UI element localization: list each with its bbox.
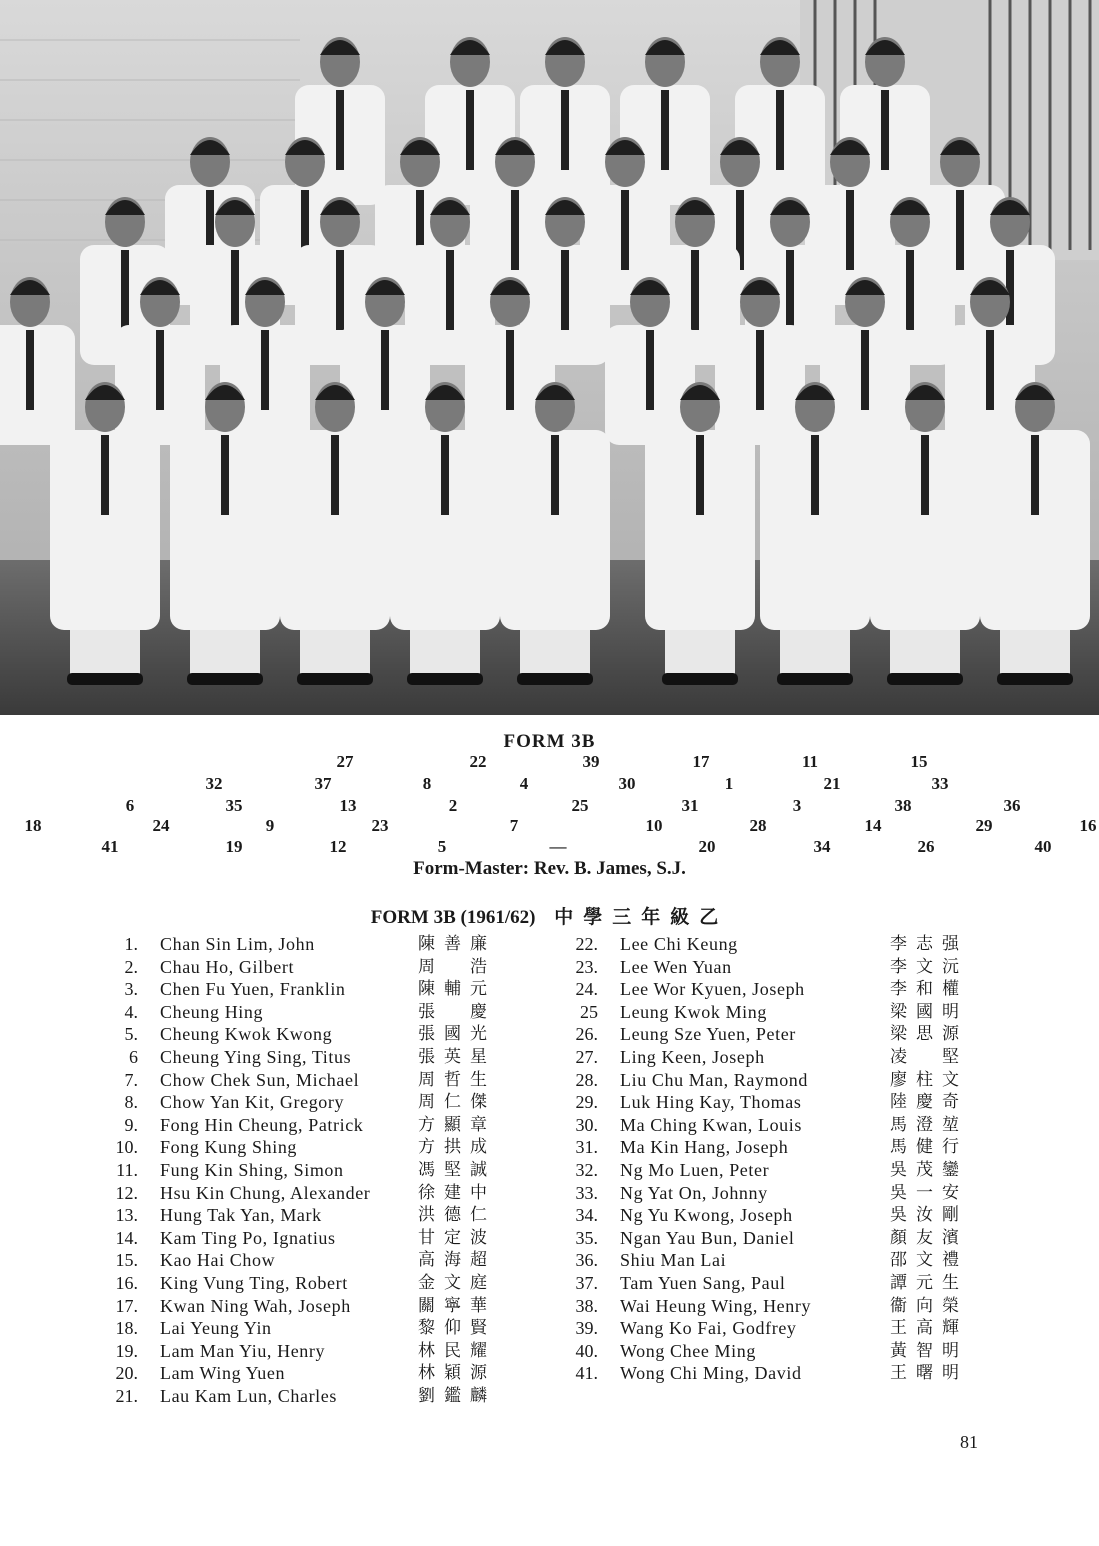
roster-entry xyxy=(568,1001,998,1024)
roster-number: 34. xyxy=(575,1205,598,1226)
roster-entry xyxy=(568,956,998,979)
student-chinese-name: 李志强 xyxy=(890,934,968,954)
student-chinese-name: 顏友濱 xyxy=(890,1227,968,1248)
roster-number: 16. xyxy=(115,1272,138,1293)
student-name: Cheung Ying Sing, Titus xyxy=(160,1046,352,1067)
student-chinese-name: 李文沅 xyxy=(890,956,968,977)
student-name: Cheung Kwok Kwong xyxy=(160,1024,333,1045)
key-number: 40 xyxy=(1034,837,1052,856)
roster-entry xyxy=(108,978,538,1001)
roster-number: 15. xyxy=(115,1250,138,1271)
key-number: 7 xyxy=(509,816,519,835)
key-number: 25 xyxy=(571,796,589,815)
student-name: Lam Wing Yuen xyxy=(160,1363,286,1384)
student-name: Ma Kin Hang, Joseph xyxy=(620,1137,789,1158)
roster-entry xyxy=(568,978,998,1001)
student-tie xyxy=(331,435,339,515)
key-number: 3 xyxy=(792,796,802,815)
student-tie xyxy=(811,435,819,515)
key-number: 33 xyxy=(931,774,949,793)
student-tie xyxy=(906,250,914,330)
student-chinese-name: 關寧華 xyxy=(418,1295,496,1316)
roster-number: 10. xyxy=(115,1137,138,1158)
student-tie xyxy=(921,435,929,515)
roster-entry xyxy=(108,1272,538,1295)
roster-number: 17. xyxy=(115,1295,138,1316)
student-shoes xyxy=(407,673,483,685)
roster-heading-text: FORM 3B (1961/62) xyxy=(370,907,536,928)
roster-number: 18. xyxy=(115,1318,138,1339)
student-tie xyxy=(121,250,129,330)
roster-entry xyxy=(568,1362,998,1385)
roster-entry xyxy=(108,1046,538,1069)
roster-entry xyxy=(568,1136,998,1159)
roster-entry xyxy=(568,1159,998,1182)
roster-number: 13. xyxy=(115,1205,138,1226)
key-number: 15 xyxy=(910,752,928,771)
student-legs xyxy=(890,630,960,675)
roster-number: 5. xyxy=(124,1024,138,1045)
student-legs xyxy=(1000,630,1070,675)
student-chinese-name: 王高輝 xyxy=(890,1318,968,1339)
student-shoes xyxy=(297,673,373,685)
student-chinese-name: 周仁傑 xyxy=(418,1092,496,1113)
student-chinese-name: 凌 堅 xyxy=(890,1046,968,1067)
roster-entry xyxy=(568,1023,998,1046)
student-legs xyxy=(190,630,260,675)
student-name: Wong Chi Ming, David xyxy=(620,1363,802,1384)
student-name: Wang Ko Fai, Godfrey xyxy=(620,1318,797,1339)
roster-entry xyxy=(108,1023,538,1046)
student-tie xyxy=(511,190,519,270)
student-chinese-name: 吳汝剛 xyxy=(890,1205,968,1226)
roster-entry xyxy=(568,1046,998,1069)
student-name: Fong Hin Cheung, Patrick xyxy=(160,1114,364,1135)
student-tie xyxy=(861,330,869,410)
roster-number: 36. xyxy=(575,1250,598,1271)
student-name: Lam Man Yiu, Henry xyxy=(160,1340,326,1361)
roster-entry xyxy=(108,1249,538,1272)
roster-number: 8. xyxy=(124,1092,138,1113)
student-tie xyxy=(1031,435,1039,515)
student-name: Leung Sze Yuen, Peter xyxy=(620,1024,796,1045)
key-number: 12 xyxy=(329,837,347,856)
key-number: 17 xyxy=(692,752,710,771)
roster-entry xyxy=(108,1227,538,1250)
student-legs xyxy=(410,630,480,675)
student-chinese-name: 黃智明 xyxy=(890,1340,968,1361)
student-chinese-name: 黎仰賢 xyxy=(418,1318,496,1339)
roster-entry xyxy=(108,1001,538,1024)
student-chinese-name: 梁國明 xyxy=(890,1001,968,1022)
student-chinese-name: 馮堅誠 xyxy=(418,1159,496,1180)
key-number: — xyxy=(549,837,567,856)
roster-entry xyxy=(568,1295,998,1318)
student-name: Hsu Kin Chung, Alexander xyxy=(160,1182,371,1203)
student-tie xyxy=(786,250,794,330)
student-chinese-name: 邵文禮 xyxy=(890,1250,968,1271)
roster-number: 12. xyxy=(115,1182,138,1203)
roster-entry xyxy=(108,933,538,956)
class-photograph-drawing xyxy=(0,0,1099,715)
student-name: King Vung Ting, Robert xyxy=(160,1272,348,1293)
roster-entry xyxy=(568,1272,998,1295)
student-shoes xyxy=(517,673,593,685)
key-number: 37 xyxy=(314,774,332,793)
student-chinese-name: 馬健行 xyxy=(890,1137,968,1158)
student-name: Kao Hai Chow xyxy=(160,1250,276,1271)
student-name: Kam Ting Po, Ignatius xyxy=(160,1227,336,1248)
key-number: 26 xyxy=(917,837,935,856)
roster-number: 23. xyxy=(575,956,598,977)
roster-number: 29. xyxy=(575,1092,598,1113)
student-name: Lee Wor Kyuen, Joseph xyxy=(620,979,805,1000)
student-chinese-name: 林民耀 xyxy=(418,1340,496,1361)
page-number: 81 xyxy=(960,1432,978,1452)
roster-number: 7. xyxy=(124,1069,138,1090)
student-tie xyxy=(561,90,569,170)
student-tie xyxy=(756,330,764,410)
student-name: Ma Ching Kwan, Louis xyxy=(620,1114,802,1135)
student-tie xyxy=(336,90,344,170)
roster-entry xyxy=(108,1069,538,1092)
student-shoes xyxy=(777,673,853,685)
student-legs xyxy=(300,630,370,675)
student-tie xyxy=(506,330,514,410)
roster-number: 38. xyxy=(575,1295,598,1316)
student-tie xyxy=(986,330,994,410)
key-number: 9 xyxy=(265,816,275,835)
student-name: Wai Heung Wing, Henry xyxy=(620,1295,812,1316)
student-chinese-name: 王曙明 xyxy=(890,1363,968,1384)
roster-number: 40. xyxy=(575,1340,598,1361)
roster-number: 3. xyxy=(124,979,138,1000)
roster-entry xyxy=(568,1340,998,1363)
roster-heading xyxy=(0,902,1099,929)
student-tie xyxy=(26,330,34,410)
student-name: Chau Ho, Gilbert xyxy=(160,956,295,977)
roster-number: 41. xyxy=(575,1363,598,1384)
key-number: 32 xyxy=(205,774,223,793)
roster-number: 22. xyxy=(575,934,598,954)
roster-number: 28. xyxy=(575,1069,598,1090)
key-number: 23 xyxy=(371,816,389,835)
student-name: Luk Hing Kay, Thomas xyxy=(620,1092,802,1113)
student-legs xyxy=(70,630,140,675)
key-number: 21 xyxy=(823,774,841,793)
roster-entry xyxy=(108,1114,538,1137)
student-chinese-name: 金文庭 xyxy=(418,1272,496,1293)
roster-number: 19. xyxy=(115,1340,138,1361)
roster-number: 9. xyxy=(124,1114,138,1135)
student-chinese-name: 張英星 xyxy=(418,1046,496,1067)
student-tie xyxy=(561,250,569,330)
student-figure xyxy=(0,325,75,445)
student-chinese-name: 洪德仁 xyxy=(418,1205,496,1226)
key-number: 20 xyxy=(698,837,716,856)
student-name: Leung Kwok Ming xyxy=(620,1001,767,1022)
roster-number: 11. xyxy=(116,1159,138,1180)
key-number: 27 xyxy=(336,752,354,771)
key-number: 18 xyxy=(24,816,42,835)
roster-number: 39. xyxy=(575,1318,598,1339)
roster-column-right xyxy=(568,933,998,1385)
student-tie xyxy=(156,330,164,410)
roster-entry xyxy=(568,933,998,956)
student-name: Chow Yan Kit, Gregory xyxy=(160,1092,345,1113)
student-chinese-name: 衞向榮 xyxy=(890,1295,968,1316)
student-shoes xyxy=(662,673,738,685)
student-tie xyxy=(336,250,344,330)
key-number: 30 xyxy=(618,774,636,793)
student-tie xyxy=(621,190,629,270)
roster-number: 20. xyxy=(115,1363,138,1384)
roster-number: 35. xyxy=(575,1227,598,1248)
student-tie xyxy=(661,90,669,170)
student-tie xyxy=(776,90,784,170)
student-chinese-name: 譚元生 xyxy=(890,1272,968,1293)
key-number: 16 xyxy=(1079,816,1097,835)
key-number: 31 xyxy=(681,796,699,815)
student-chinese-name: 劉鑑麟 xyxy=(418,1385,496,1406)
student-name: Ng Yu Kwong, Joseph xyxy=(620,1205,793,1226)
student-tie xyxy=(696,435,704,515)
student-shoes xyxy=(887,673,963,685)
student-chinese-name: 梁思源 xyxy=(890,1024,968,1045)
key-number: 8 xyxy=(422,774,432,793)
student-chinese-name: 甘定波 xyxy=(418,1227,496,1248)
roster-number: 31. xyxy=(575,1137,598,1158)
roster-entry xyxy=(108,1159,538,1182)
student-chinese-name: 陸慶奇 xyxy=(890,1092,968,1113)
student-tie xyxy=(381,330,389,410)
student-chinese-name: 吳茂鑾 xyxy=(890,1159,968,1180)
key-number: 1 xyxy=(724,774,734,793)
key-number: 39 xyxy=(582,752,600,771)
student-legs xyxy=(520,630,590,675)
student-chinese-name: 張國光 xyxy=(418,1024,496,1045)
student-chinese-name: 廖柱文 xyxy=(890,1069,968,1090)
roster-entry xyxy=(108,1204,538,1227)
key-number: 10 xyxy=(645,816,663,835)
student-shoes xyxy=(997,673,1073,685)
roster-number: 24. xyxy=(575,979,598,1000)
student-tie xyxy=(646,330,654,410)
key-number: 13 xyxy=(339,796,357,815)
key-number: 34 xyxy=(813,837,831,856)
roster-entry xyxy=(108,1295,538,1318)
roster-entry xyxy=(108,1317,538,1340)
roster-entry xyxy=(568,1317,998,1340)
key-number: 11 xyxy=(801,752,819,771)
roster-entry xyxy=(568,1182,998,1205)
roster-number: 33. xyxy=(575,1182,598,1203)
roster-entry xyxy=(108,1091,538,1114)
roster-entry xyxy=(568,1114,998,1137)
student-name: Lee Chi Keung xyxy=(620,934,738,954)
roster-entry xyxy=(568,1249,998,1272)
key-number: 24 xyxy=(152,816,170,835)
roster-entry xyxy=(108,1340,538,1363)
student-name: Wong Chee Ming xyxy=(620,1340,756,1361)
student-chinese-name: 馬澄堃 xyxy=(890,1114,968,1135)
key-number: 2 xyxy=(448,796,458,815)
student-name: Hung Tak Yan, Mark xyxy=(160,1205,322,1226)
key-number: 19 xyxy=(225,837,243,856)
student-chinese-name: 周 浩 xyxy=(418,956,496,977)
student-name: Ngan Yau Bun, Daniel xyxy=(620,1227,795,1248)
key-number: 41 xyxy=(101,837,119,856)
roster-entry xyxy=(568,1227,998,1250)
student-name: Fung Kin Shing, Simon xyxy=(160,1159,344,1180)
student-name: Ng Mo Luen, Peter xyxy=(620,1159,770,1180)
student-name: Fong Kung Shing xyxy=(160,1137,298,1158)
roster-number: 21. xyxy=(115,1385,138,1406)
student-chinese-name: 方拱成 xyxy=(418,1137,496,1158)
student-tie xyxy=(551,435,559,515)
student-name: Ling Keen, Joseph xyxy=(620,1046,765,1067)
roster-entry xyxy=(108,1182,538,1205)
student-name: Chow Chek Sun, Michael xyxy=(160,1069,360,1090)
student-chinese-name: 周哲生 xyxy=(418,1069,496,1090)
student-name: Lee Wen Yuan xyxy=(620,956,732,977)
roster-number: 2. xyxy=(124,956,138,977)
student-name: Ng Yat On, Johnny xyxy=(620,1182,768,1203)
roster-entry xyxy=(568,1091,998,1114)
student-tie xyxy=(956,190,964,270)
student-name: Chen Fu Yuen, Franklin xyxy=(160,979,346,1000)
student-name: Tam Yuen Sang, Paul xyxy=(620,1272,786,1293)
roster-entry xyxy=(108,1385,538,1408)
student-chinese-name: 吳一安 xyxy=(890,1182,968,1203)
student-name: Chan Sin Lim, John xyxy=(160,934,315,954)
key-number: 38 xyxy=(894,796,912,815)
student-tie xyxy=(881,90,889,170)
student-chinese-name: 徐建中 xyxy=(418,1182,496,1203)
roster-heading-chinese: 中學三年級乙 xyxy=(554,907,729,928)
roster-entry xyxy=(108,1136,538,1159)
roster-number: 4. xyxy=(124,1001,138,1022)
student-tie xyxy=(691,250,699,330)
student-legs xyxy=(665,630,735,675)
roster-number: 26. xyxy=(575,1024,598,1045)
form-title: FORM 3B xyxy=(503,731,596,752)
student-chinese-name: 高海超 xyxy=(418,1250,496,1271)
key-number: 36 xyxy=(1003,796,1021,815)
key-number: 4 xyxy=(519,774,529,793)
key-number: 29 xyxy=(975,816,993,835)
student-name: Lai Yeung Yin xyxy=(160,1318,272,1339)
student-tie xyxy=(261,330,269,410)
roster-number: 32. xyxy=(575,1159,598,1180)
student-chinese-name: 陳善廉 xyxy=(418,934,496,954)
key-number: 5 xyxy=(437,837,447,856)
key-number: 35 xyxy=(225,796,243,815)
key-number: 22 xyxy=(469,752,487,771)
roster-number: 6 xyxy=(129,1046,138,1067)
roster-entry xyxy=(108,956,538,979)
roster-number: 25 xyxy=(580,1001,598,1022)
class-photograph xyxy=(0,0,1099,715)
student-tie xyxy=(466,90,474,170)
key-number: 6 xyxy=(125,796,135,815)
roster-entry xyxy=(568,1069,998,1092)
student-shoes xyxy=(187,673,263,685)
roster-number: 1. xyxy=(124,934,138,954)
student-tie xyxy=(221,435,229,515)
student-name: Cheung Hing xyxy=(160,1001,264,1022)
roster-number: 14. xyxy=(115,1227,138,1248)
roster-entry xyxy=(108,1362,538,1385)
student-chinese-name: 陳輔元 xyxy=(418,979,496,1000)
student-legs xyxy=(780,630,850,675)
student-tie xyxy=(846,190,854,270)
student-tie xyxy=(441,435,449,515)
roster-number: 30. xyxy=(575,1114,598,1135)
roster-number: 37. xyxy=(575,1272,598,1293)
key-number: 14 xyxy=(864,816,882,835)
student-name: Kwan Ning Wah, Joseph xyxy=(160,1295,351,1316)
student-tie xyxy=(101,435,109,515)
roster-column-left xyxy=(108,933,538,1407)
roster-number: 27. xyxy=(575,1046,598,1067)
student-shoes xyxy=(67,673,143,685)
student-name: Lau Kam Lun, Charles xyxy=(160,1385,337,1406)
student-chinese-name: 李和權 xyxy=(890,979,968,1000)
student-chinese-name: 方顯章 xyxy=(418,1114,496,1135)
student-name: Liu Chu Man, Raymond xyxy=(620,1069,808,1090)
roster-entry xyxy=(568,1204,998,1227)
student-tie xyxy=(446,250,454,330)
student-chinese-name: 張 慶 xyxy=(418,1001,496,1022)
student-name: Shiu Man Lai xyxy=(620,1250,727,1271)
key-number: 28 xyxy=(749,816,767,835)
student-tie xyxy=(231,250,239,330)
form-master-line: Form-Master: Rev. B. James, S.J. xyxy=(413,858,686,879)
student-chinese-name: 林穎源 xyxy=(418,1363,496,1384)
